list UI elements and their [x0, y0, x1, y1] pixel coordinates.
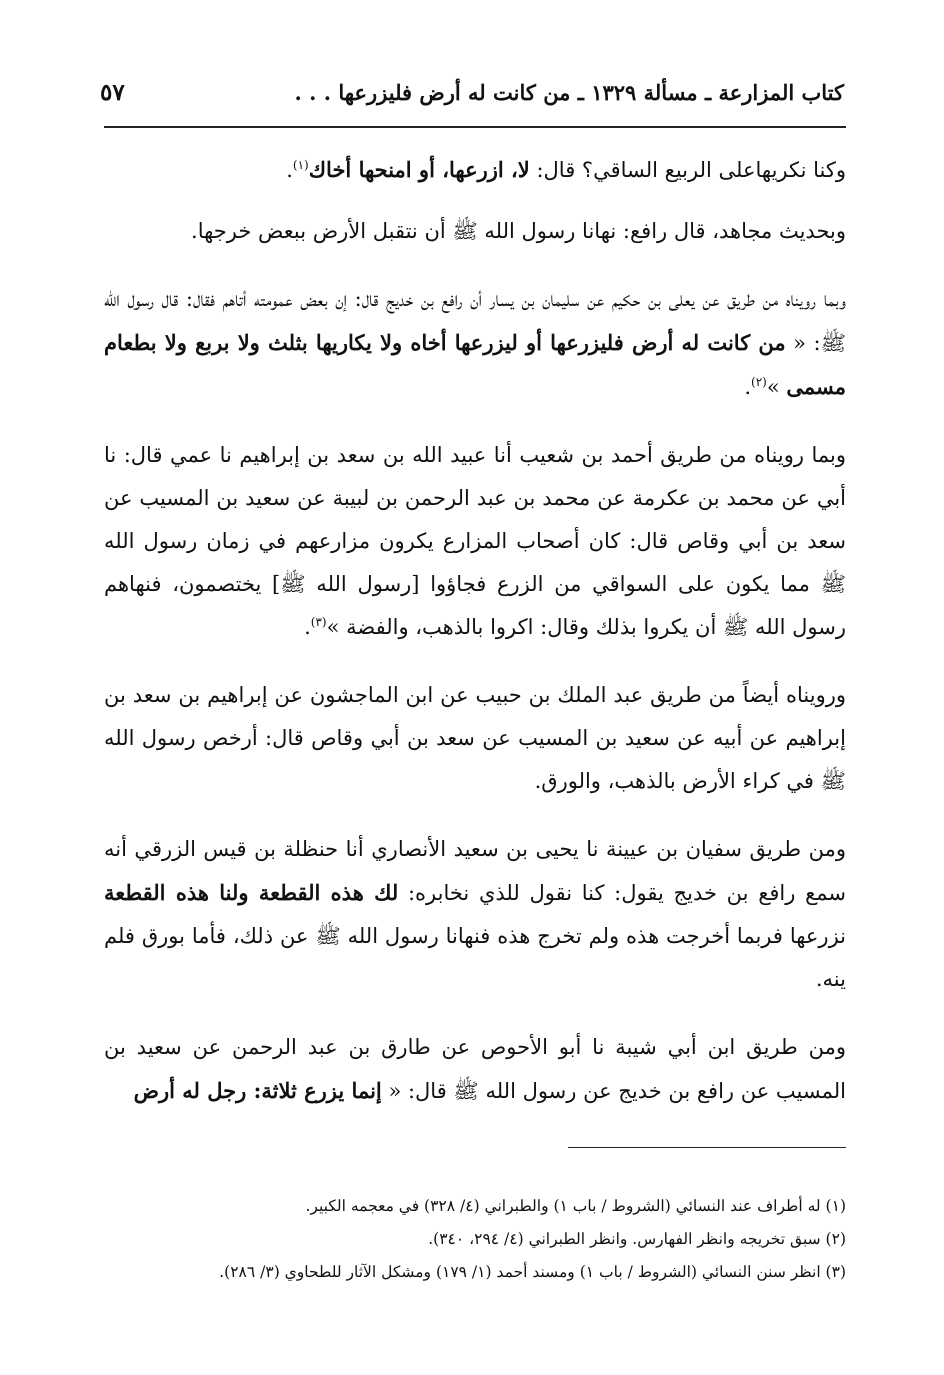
footnote-marker: (٢): [751, 375, 767, 389]
paragraph-text: .: [304, 615, 311, 639]
page-number: ٥٧: [100, 78, 125, 106]
paragraph: [104, 210, 846, 253]
footnote-2: (٢) سبق تخريجه وانظر الفهارس. وانظر الطبراني (٤/ ٢٩٤، ٣٤٠).: [428, 1230, 846, 1248]
paragraph-text: نزرعها فربما أخرجت هذه ولم تخرج هذه فنهانا رسول الله ﷺ عن ذلك، فأما بورق فلم ينه.: [104, 924, 846, 991]
main-text: [104, 148, 846, 1138]
hadith-text: لا، ازرعها، أو امنحها أخاك: [308, 157, 530, 182]
paragraph: [104, 1026, 846, 1113]
footnote-3: (٣) انظر سنن النسائي (الشروط / باب ١) ومسند أحمد (١/ ١٧٩) ومشكل الآثار للطحاوي (٣/ ٢٨٦).: [219, 1263, 846, 1281]
hadith-text: من كانت له أرض فليزرعها أو ليزرعها أخاه ولا يكاريها بثلث ولا بربع ولا بطعام مسمى: [104, 330, 846, 399]
paragraph-text: .: [286, 158, 293, 182]
footnote-marker: (٣): [310, 615, 327, 629]
footnote-separator: [568, 1147, 846, 1148]
paragraph: [104, 278, 846, 409]
paragraph-text: ومن طريق سفيان بن عيينة نا يحيى بن سعيد الأنصاري أنا حنظلة بن قيس الزرقي أنه سمع رافع بن خديج يقول: كنا نقول للذي نخابره:: [104, 837, 846, 905]
header-rule: [104, 126, 846, 128]
paragraph: [104, 828, 846, 1001]
paragraph-text: »: [766, 375, 787, 399]
paragraph: [104, 434, 846, 649]
paragraph-text: .: [744, 375, 751, 399]
hadith-text: لك هذه القطعة ولنا هذه القطعة: [104, 880, 399, 905]
hadith-text: إنما يزرع ثلاثة: رجل له أرض: [133, 1078, 382, 1103]
paragraph-text: وكنا نكريهاعلى الربيع الساقي؟ قال:: [529, 158, 846, 182]
paragraph-text: ومن طريق ابن أبي شيبة نا أبو الأحوص عن طارق بن عبد الرحمن عن سعيد بن المسيب عن رافع بن خديج عن رسول الله ﷺ قال: «: [104, 1035, 846, 1103]
paragraph-text: وبحديث مجاهد، قال رافع: نهانا رسول الله ﷺ أن نتقبل الأرض ببعض خرجها.: [191, 219, 846, 243]
footnotes: [104, 1190, 846, 1289]
paragraph-text: ورويناه أيضاً من طريق عبد الملك بن حبيب عن ابن الماجشون عن إبراهيم بن سعد بن إبراهيم عن أبيه عن سعيد بن المسيب عن سعد بن أبي وقاص قال: أرخص رسول الله ﷺ في كراء الأرض بالذهب، والورق.: [104, 683, 846, 793]
running-title: كتاب المزارعة ـ مسألة ١٣٢٩ ـ من كانت له أرض فليزرعها . . .: [294, 79, 844, 105]
paragraph: [104, 674, 846, 803]
page-header: [100, 72, 844, 112]
paragraph-text: وبما رويناه من طريق عن يعلى بن حكيم عن سليمان بن يسار أن رافع بن خديج قال: إن بعض عمومته أتاهم فقال: قال رسول الله ﷺ: «: [104, 287, 846, 355]
footnote-1: (١) له أطراف عند النسائي (الشروط / باب ١) والطبراني (٤/ ٣٢٨) في معجمه الكبير.: [305, 1197, 846, 1215]
footnote-marker: (١): [292, 158, 309, 172]
paragraph-text: وبما رويناه من طريق أحمد بن شعيب أنا عبيد الله بن سعد بن إبراهيم نا عمي قال: نا أبي عن محمد بن عكرمة عن محمد بن عبد الرحمن بن لبيبة عن سعيد بن المسيب عن سعد بن أبي وقاص قال: كان أصحاب المزارع يكرون مزارعهم في زمان رسول الله ﷺ مما يكون على السواقي من الزرع فجاؤوا [رسول الله ﷺ] يختصمون، فنهاهم رسول الله ﷺ أن يكروا بذلك وقال: اكروا بالذهب، والفضة »: [104, 443, 846, 639]
paragraph: [104, 148, 846, 192]
